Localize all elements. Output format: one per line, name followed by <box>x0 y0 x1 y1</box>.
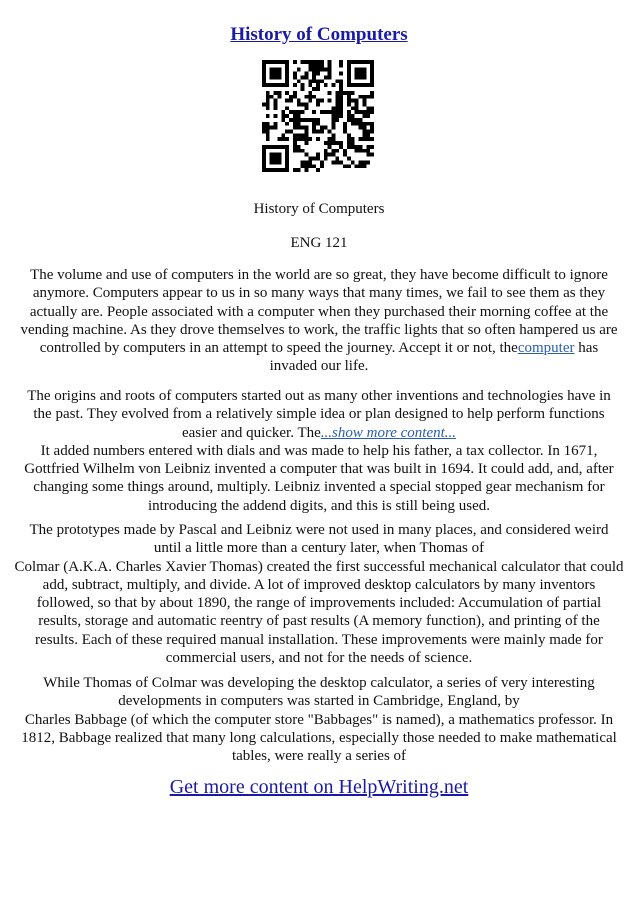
text-line: Charles Babbage (of which the computer store "Babbages" is named), a mathematics professor. In <box>24 711 614 728</box>
text-line: followed, so that by about 1890, the range of improvements included: Accumulation of partial <box>36 595 602 612</box>
paragraph-2 <box>0 387 638 515</box>
document-title-link[interactable]: History of Computers <box>230 24 408 45</box>
text-line: While Thomas of Colmar was developing the desktop calculator, a series of very interesting <box>43 675 595 691</box>
subtitle: History of Computers <box>253 201 385 217</box>
text-segment: controlled by computers in an attempt to speed the journey. Accept it or not, the <box>39 340 518 357</box>
show-more-link[interactable]: ...show more content... <box>320 424 457 441</box>
paragraph-4 <box>0 674 638 765</box>
text-segment: easier and quicker. The <box>181 424 321 441</box>
qr-code-icon <box>262 60 374 172</box>
text-line: anymore. Computers appear to us in so many ways that many times, we fail to see them as they <box>32 285 606 302</box>
text-line: invaded our life. <box>269 358 369 375</box>
get-more-content-link[interactable]: Get more content on HelpWriting.net <box>169 776 469 798</box>
text-segment: has <box>574 340 599 357</box>
text-line: add, subtract, multiply, and divide. A lot of improved desktop calculators by many inventors <box>42 576 596 593</box>
text-line: commercial users, and not for the needs of science. <box>165 650 473 667</box>
text-line <box>0 339 638 357</box>
text-line: vending machine. As they drove themselves to work, the traffic lights that so often hampered us are <box>20 321 618 338</box>
text-line: actually are. People associated with a computer when they purchased their morning coffee at the <box>29 303 609 320</box>
paragraph-3 <box>0 521 638 667</box>
text-line: results. Each of these required manual installation. These improvements were mainly made for <box>35 631 603 648</box>
text-line: Colmar (A.K.A. Charles Xavier Thomas) created the first successful mechanical calculator that could <box>14 558 624 575</box>
text-line: tables, were really a series of <box>231 748 407 765</box>
text-line: The volume and use of computers in the world are so great, they have become difficult to ignore <box>30 267 608 283</box>
text-line: 1812, Babbage realized that many long calculations, especially those needed to make mathematical <box>21 729 617 746</box>
text-line: The prototypes made by Pascal and Leibniz were not used in many places, and considered weird <box>29 522 609 538</box>
course-code: ENG 121 <box>290 235 348 251</box>
text-line <box>0 424 638 442</box>
text-line: introducing the addend digits, and this is still being used. <box>147 497 491 514</box>
text-line: the past. They evolved from a relatively simple idea or plan designed to help perform functions <box>33 406 605 423</box>
computer-link[interactable]: computer <box>517 340 575 357</box>
text-line: Gottfried Wilhelm von Leibniz invented a computer that was built in 1694. It could add, and, after <box>24 461 614 478</box>
text-line: The origins and roots of computers started out as many other inventions and technologies have in <box>27 388 611 404</box>
paragraph-1 <box>0 266 638 376</box>
text-line: until a little more than a century later, when Thomas of <box>153 540 485 557</box>
text-line: It added numbers entered with dials and was made to help his father, a tax collector. In 1671, <box>40 442 598 459</box>
text-line: results, storage and automatic reentry of past results (A memory function), and printing of the <box>38 613 600 630</box>
text-line: changing some things around, multiply. Leibniz invented a special stopped gear mechanism for <box>33 479 605 496</box>
text-line: developments in computers was started in Cambridge, England, by <box>118 693 520 710</box>
